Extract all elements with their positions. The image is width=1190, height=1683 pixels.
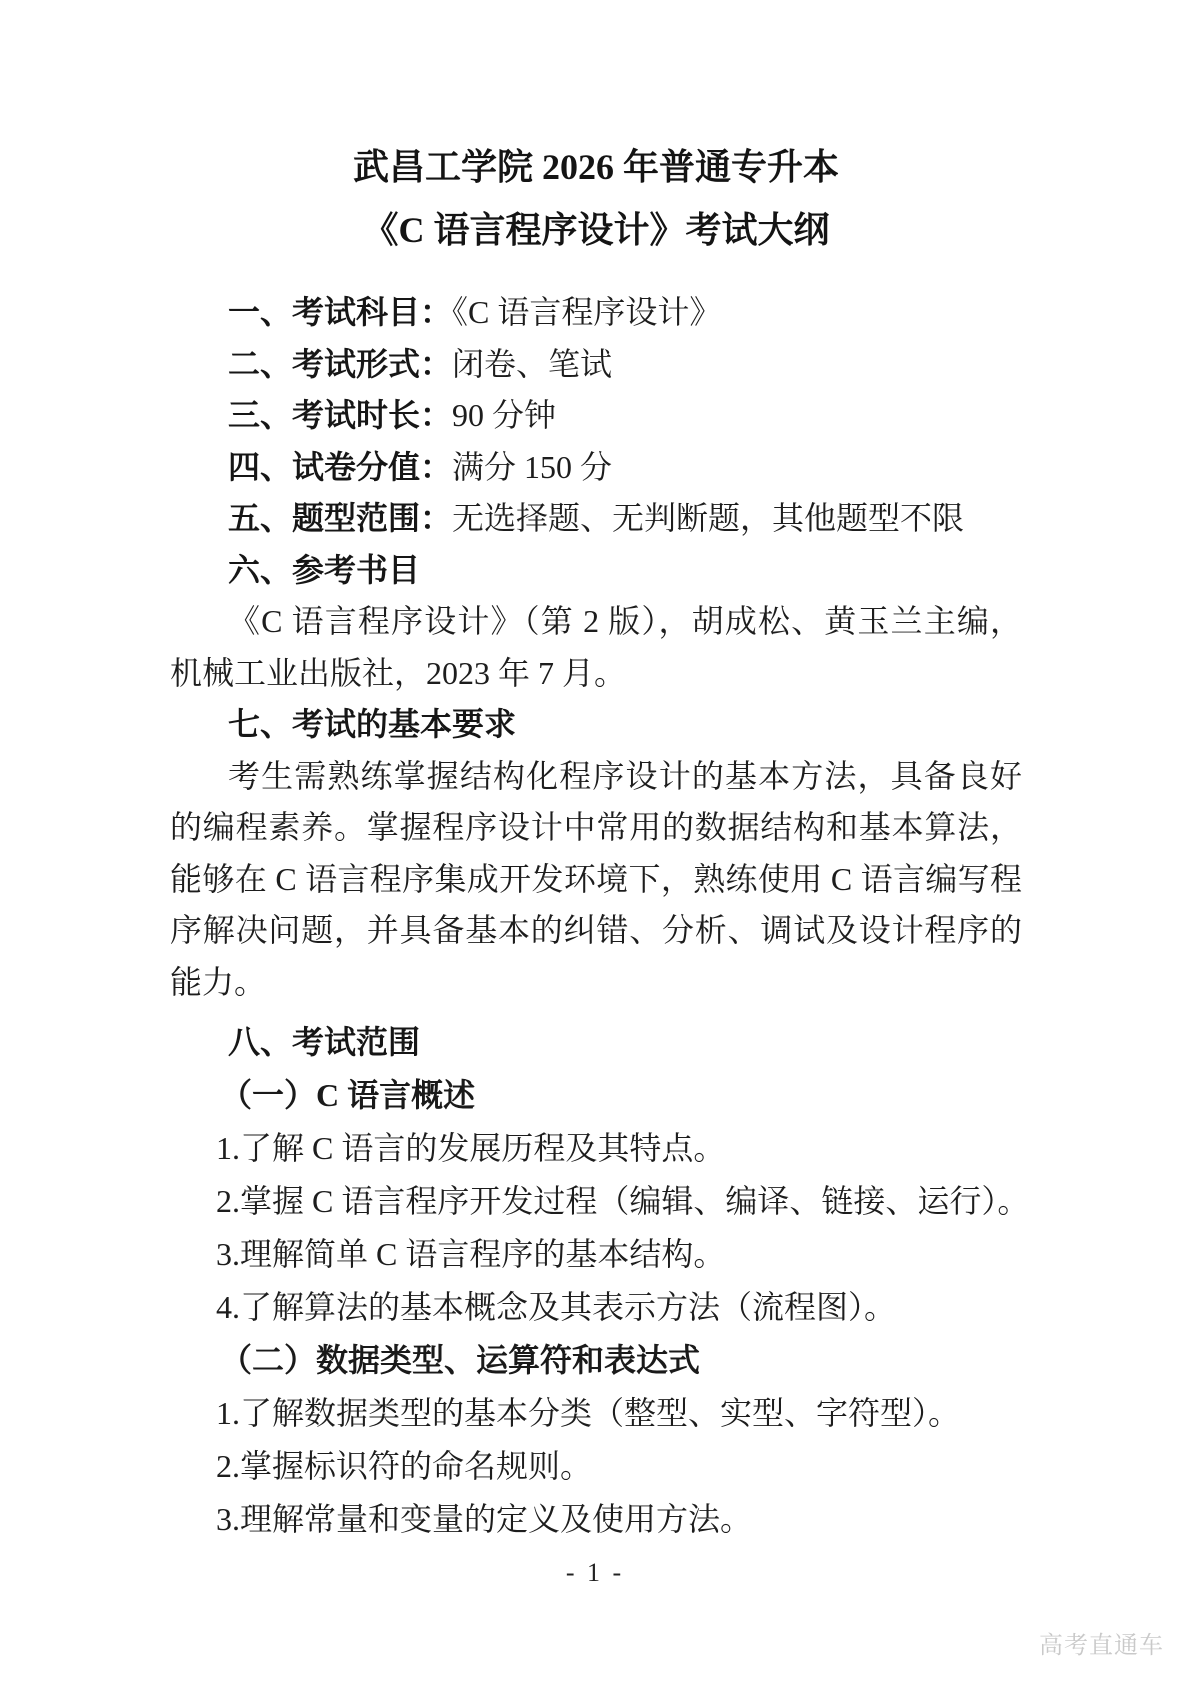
scope-item: 4.了解算法的基本概念及其表示方法（流程图）。: [216, 1289, 897, 1325]
subsection-heading-c-overview: [170, 1069, 1022, 1122]
meta-value: 闭卷、笔试: [452, 345, 613, 382]
document-title-line1: 武昌工学院 2026 年普通专升本: [352, 147, 839, 187]
requirements-paragraph-line: 考生需熟练掌握结构化程序设计的基本方法，具备良好: [228, 757, 1022, 794]
document-title-line2: 《C 语言程序设计》考试大纲: [362, 210, 830, 250]
watermark-gaokao-zhitongche: 高考直通车: [1039, 1632, 1164, 1659]
meta-value: 满分 150 分: [452, 448, 613, 485]
scope-item: 2.掌握 C 语言程序开发过程（编辑、编译、链接、运行）。: [216, 1183, 1030, 1219]
document-body-lower: [170, 1016, 1030, 1546]
meta-item-exam-subject: [170, 287, 1022, 339]
section-heading-text: 八、考试范围: [228, 1024, 421, 1060]
scope-item: 1.了解数据类型的基本分类（整型、实型、字符型）。: [216, 1395, 961, 1431]
meta-item-question-types: [170, 493, 1022, 545]
section-heading-reference-books: [170, 545, 1022, 597]
subsection-heading-text: （二）数据类型、运算符和表达式: [220, 1342, 701, 1378]
requirements-paragraph-line: 的编程素养。掌握程序设计中常用的数据结构和基本算法，: [170, 809, 1022, 845]
meta-item-exam-duration: [170, 390, 1022, 442]
meta-value: 90 分钟: [452, 397, 557, 433]
meta-label: 三、考试时长：: [228, 397, 453, 433]
section-heading-text: 六、参考书目: [228, 551, 421, 588]
reference-book-line2: 机械工业出版社，2023 年 7 月。: [170, 654, 627, 691]
section-heading-exam-scope: [170, 1016, 1022, 1069]
meta-label: 五、题型范围：: [228, 500, 453, 536]
meta-value: 《C 语言程序设计》: [452, 294, 722, 330]
subsection-heading-data-types: [170, 1334, 1022, 1387]
meta-label: 二、考试形式：: [228, 345, 453, 382]
document-body-upper: [170, 287, 1022, 1008]
meta-value: 无选择题、无判断题，其他题型不限: [452, 500, 965, 536]
meta-label: 一、考试科目：: [228, 294, 453, 330]
subsection-heading-text: （一）C 语言概述: [220, 1077, 476, 1113]
meta-label: 四、试卷分值：: [228, 448, 453, 485]
scope-item: 3.理解简单 C 语言程序的基本结构。: [216, 1236, 726, 1272]
page-number: - 1 -: [565, 1558, 625, 1587]
requirements-paragraph-line: 能力。: [170, 963, 267, 1000]
scope-item: 2.掌握标识符的命名规则。: [216, 1448, 593, 1484]
section-heading-basic-requirements: [170, 699, 1022, 751]
reference-book-line1: 《C 语言程序设计》（第 2 版），胡成松、黄玉兰主编，: [228, 603, 1022, 639]
scope-item: 3.理解常量和变量的定义及使用方法。: [216, 1501, 753, 1537]
section-heading-text: 七、考试的基本要求: [228, 706, 517, 742]
requirements-paragraph-line: 序解决问题，并具备基本的纠错、分析、调试及设计程序的: [170, 912, 1022, 948]
meta-item-exam-format: [170, 339, 1022, 391]
meta-item-exam-score: [170, 442, 1022, 494]
scope-item: 1.了解 C 语言的发展历程及其特点。: [216, 1130, 726, 1166]
requirements-paragraph-line: 能够在 C 语言程序集成开发环境下，熟练使用 C 语言编写程: [170, 860, 1022, 897]
